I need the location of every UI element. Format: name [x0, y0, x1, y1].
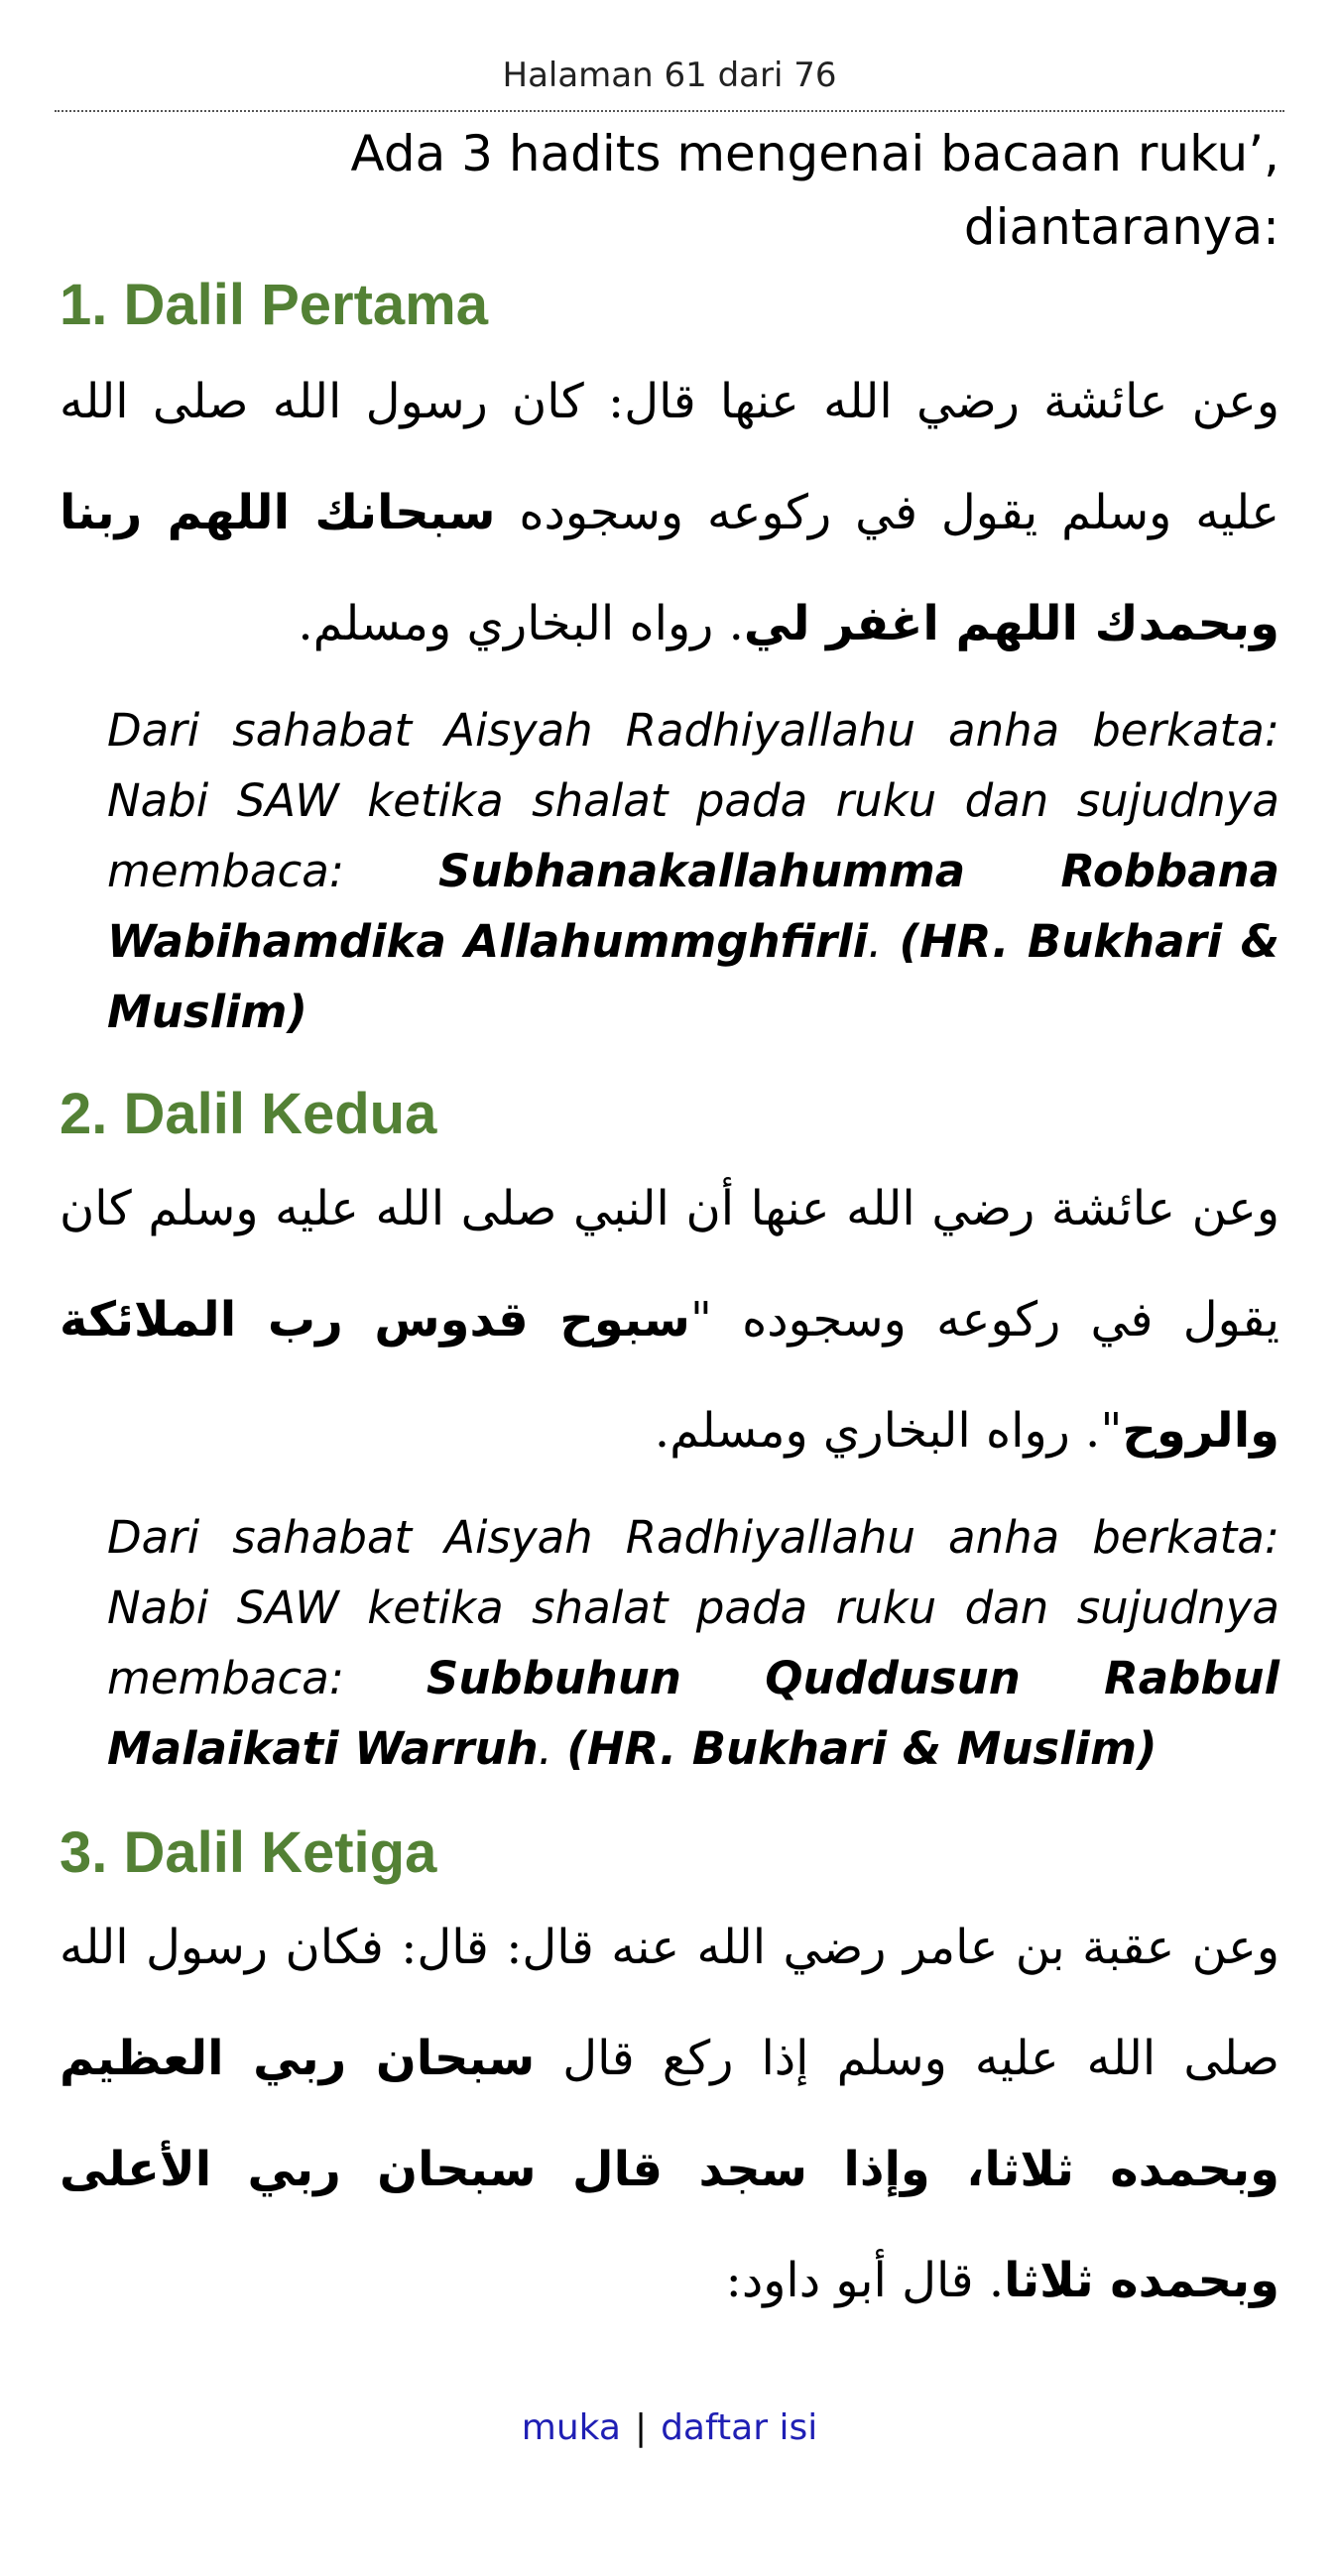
arabic-hadith-2 [60, 1153, 1279, 1486]
translation-1 [107, 695, 1279, 1047]
page-number-header: Halaman 61 dari 76 [502, 56, 837, 95]
arabic-hadith-1-lead: وعن عائشة رضي الله عنها قال: كان رسول الله صلى الله عليه وسلم يقول في ركوعه وسجوده [60, 374, 1279, 540]
translation-1-lead: Dari sahabat Aisyah Radhiyallahu anha berkata: Nabi SAW ketika shalat pada ruku dan sujudnya membaca: [107, 704, 1279, 897]
intro-text: Ada 3 hadits mengenai bacaan ruku’, diantaranya: [350, 125, 1279, 256]
section-title-1: 1. Dalil Pertama [60, 273, 488, 337]
section-title-2: 2. Dalil Kedua [60, 1082, 437, 1146]
translation-2-lead: Dari sahabat Aisyah Radhiyallahu anha berkata: Nabi SAW ketika shalat pada ruku dan sujudnya membaca: [107, 1511, 1279, 1704]
arabic-hadith-2-dua: سبوح قدوس رب الملائكة والروح [60, 1292, 1279, 1459]
arabic-hadith-1 [60, 346, 1279, 679]
document-body [60, 117, 1279, 2336]
footer-separator: | [634, 2407, 648, 2448]
arabic-hadith-3-lead: وعن عقبة بن عامر رضي الله عنه قال: قال: فكان رسول الله صلى الله عليه وسلم إذا ركع قال [60, 1920, 1279, 2086]
arabic-hadith-1-dua: سبحانك اللهم ربنا وبحمدك اللهم اغفر لي [60, 485, 1279, 651]
table-of-contents-link[interactable]: daftar isi [661, 2407, 818, 2448]
arabic-hadith-3-dua: سبحان ربي العظيم وبحمده ثلاثا، وإذا سجد قال سبحان ربي الأعلى وبحمده ثلاثا [60, 2031, 1279, 2308]
translation-2-punct: . [538, 1722, 567, 1775]
translation-2-dua: Subbuhun Quddusun Rabbul Malaikati Warruh [107, 1652, 1280, 1775]
translation-1-dua: Subhanakallahumma Robbana Wabihamdika Allahummghfirli [107, 845, 1279, 968]
translation-2 [107, 1502, 1279, 1784]
translation-1-punct: . [868, 915, 900, 968]
arabic-hadith-3 [60, 1892, 1279, 2336]
header-divider [55, 110, 1284, 112]
home-link[interactable]: muka [521, 2407, 621, 2448]
page-footer [0, 2407, 1339, 2448]
translation-1-source: (HR. Bukhari & Muslim) [107, 915, 1280, 1038]
arabic-hadith-2-lead: وعن عائشة رضي الله عنها أن النبي صلى الله عليه وسلم كان يقول في ركوعه وسجوده " [60, 1181, 1280, 1347]
translation-2-source: (HR. Bukhari & Muslim) [566, 1722, 1157, 1775]
arabic-hadith-1-source: . رواه البخاري ومسلم. [298, 596, 744, 651]
section-title-3: 3. Dalil Ketiga [60, 1820, 437, 1885]
arabic-hadith-2-source: ". رواه البخاري ومسلم. [654, 1403, 1123, 1459]
arabic-hadith-3-source: . قال أبو داود: [725, 2253, 1005, 2308]
